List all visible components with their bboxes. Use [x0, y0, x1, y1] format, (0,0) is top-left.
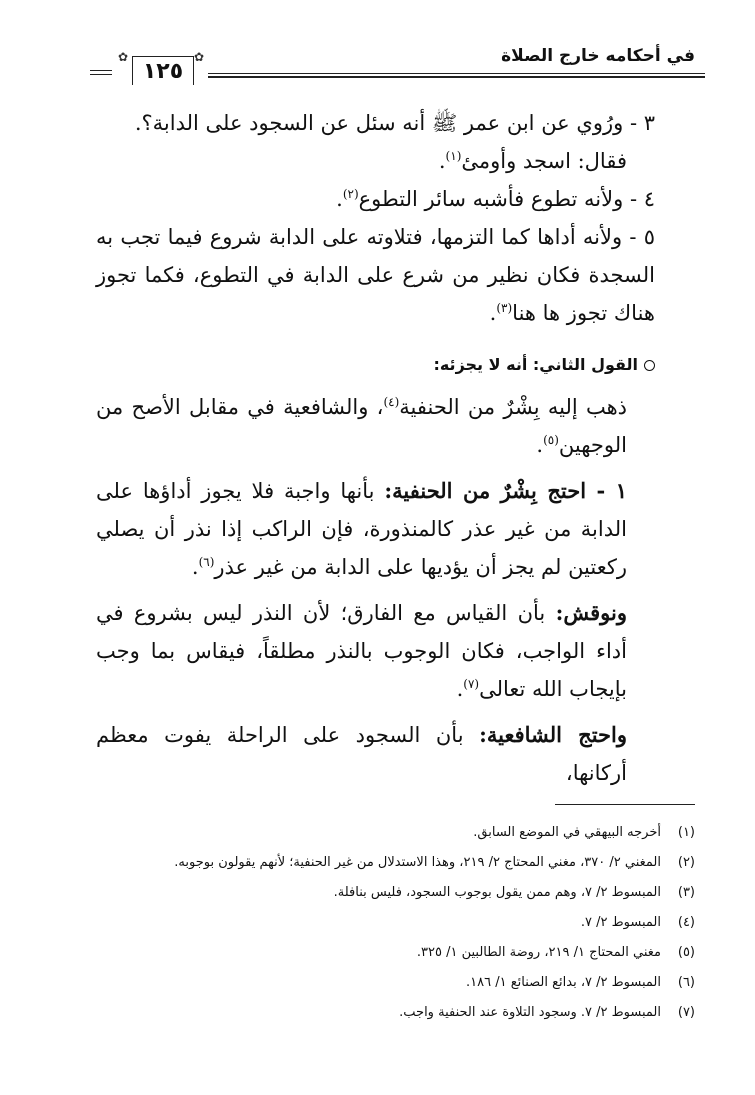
section-heading-text: القول الثاني: أنه لا يجزئه: — [433, 355, 638, 374]
paragraph-text: . — [438, 149, 446, 173]
ornament-icon: ✿ — [193, 50, 204, 64]
item-number: ٤ - — [629, 187, 655, 211]
paragraph-argument-1 — [96, 472, 655, 586]
footnote — [96, 848, 695, 878]
footnote-text: المبسوط ٢/ ٧، وهم ممن يقول بوجوب السجود، فليس بنافلة. — [333, 885, 661, 900]
footnote — [96, 818, 695, 848]
footnote-number: (٧) — [677, 1005, 695, 1020]
page-number: ١٢٥ — [132, 56, 194, 85]
footnote — [96, 908, 695, 938]
header-rule — [208, 73, 705, 74]
paragraph-text: . — [336, 187, 343, 211]
footnote-number: (٣) — [677, 885, 695, 900]
footnotes — [96, 818, 695, 1028]
footnote — [96, 878, 695, 908]
footnote-text: أخرجه البيهقي في الموضع السابق. — [473, 825, 661, 840]
item-number: ٥ - — [629, 225, 655, 249]
footnote-text: مغني المحتاج ١/ ٢١٩، روضة الطالبين ١/ ٣٢٥. — [416, 945, 661, 960]
footnote-ref: (١) — [445, 149, 462, 163]
footnote-text: المبسوط ٢/ ٧. وسجود التلاوة عند الحنفية واجب. — [399, 1005, 661, 1020]
footnote — [96, 998, 695, 1028]
page-number-frame — [118, 50, 204, 90]
paragraph-text: ولأنه تطوع فأشبه سائر التطوع — [358, 187, 624, 211]
item-number: ٣ - — [629, 111, 655, 135]
paragraph-3b — [96, 142, 655, 180]
paragraph-4 — [96, 180, 655, 218]
argument-lead: واحتج الشافعية: — [479, 722, 628, 747]
ornament-icon: ✿ — [118, 50, 129, 64]
footnote-ref: (٣) — [496, 301, 513, 315]
footnote — [96, 938, 695, 968]
paragraph-text: ورُوي عن ابن عمر ﷺ أنه سئل عن السجود على الدابة؟. — [134, 111, 624, 135]
footnote-ref: (٧) — [463, 677, 480, 691]
rebuttal-lead: ونوقش: — [555, 600, 627, 625]
paragraph-opinion — [96, 388, 655, 464]
paragraph-rebuttal — [96, 594, 655, 708]
header-rule-thick — [208, 76, 705, 78]
paragraph-3 — [96, 104, 655, 142]
footnote-ref: (٥) — [543, 433, 559, 447]
section-heading — [96, 346, 655, 384]
paragraph-text: بأنها واجبة فلا يجوز أداؤها على الدابة من غير عذر كالمنذورة، فإن الراكب إذا نذر أن يصلي ركعتين لم يجز أن يؤديها على الدابة من غير عذر — [96, 479, 627, 579]
footnote-separator — [555, 804, 695, 805]
paragraph-text: . — [489, 301, 497, 325]
paragraph-text: . — [191, 555, 199, 579]
argument-lead: ١ - احتج بِشْرٌ من الحنفية: — [384, 478, 627, 503]
circle-bullet-icon — [644, 360, 655, 371]
paragraph-text: . — [536, 433, 544, 457]
paragraph-5 — [96, 218, 655, 332]
page-header — [96, 40, 705, 90]
header-tick — [90, 70, 112, 71]
footnote-number: (٤) — [677, 915, 695, 930]
paragraph-argument-2 — [96, 716, 655, 792]
footnote-ref: (٤) — [383, 395, 400, 409]
footnote-number: (٢) — [677, 855, 695, 870]
footnote-text: المبسوط ٢/ ٧، بدائع الصنائع ١/ ١٨٦. — [465, 975, 661, 990]
header-tick — [90, 74, 112, 75]
footnote-number: (٥) — [677, 945, 695, 960]
footnote-ref: (٦) — [198, 555, 215, 569]
paragraph-text: ذهب إليه بِشْرٌ من الحنفية — [399, 395, 627, 419]
footnote — [96, 968, 695, 998]
footnote-number: (١) — [677, 825, 695, 840]
paragraph-text: فقال: اسجد وأومئ — [461, 149, 627, 173]
paragraph-text: . — [456, 677, 464, 701]
footnote-text: المغني ٢/ ٣٧٠، مغني المحتاج ٢/ ٢١٩، وهذا الاستدلال من غير الحنفية؛ لأنهم يقولون بوجوبه. — [174, 855, 661, 870]
main-text — [96, 104, 655, 792]
footnote-ref: (٢) — [342, 187, 359, 201]
footnote-text: المبسوط ٢/ ٧. — [580, 915, 661, 930]
paragraph-text: بأن السجود على الراحلة يفوت معظم أركانها، — [96, 723, 627, 785]
paragraph-text: ولأنه أداها كما التزمها، فتلاوته على الدابة شروع فيما تجب به السجدة فكان نظير من شرع على الدابة في التطوع، فكما تجوز هناك تجوز ها هنا — [96, 225, 655, 325]
paragraph-text: بأن القياس مع الفارق؛ لأن النذر ليس بشروع في أداء الواجب، فكان الوجوب بالنذر مطلقاً، فيقاس بما وجب بإيجاب الله تعالى — [96, 601, 627, 701]
paragraph-text: ، والشافعية في مقابل الأصح من الوجهين — [96, 395, 627, 457]
running-title: في أحكامه خارج الصلاة — [501, 46, 695, 66]
footnote-number: (٦) — [677, 975, 695, 990]
